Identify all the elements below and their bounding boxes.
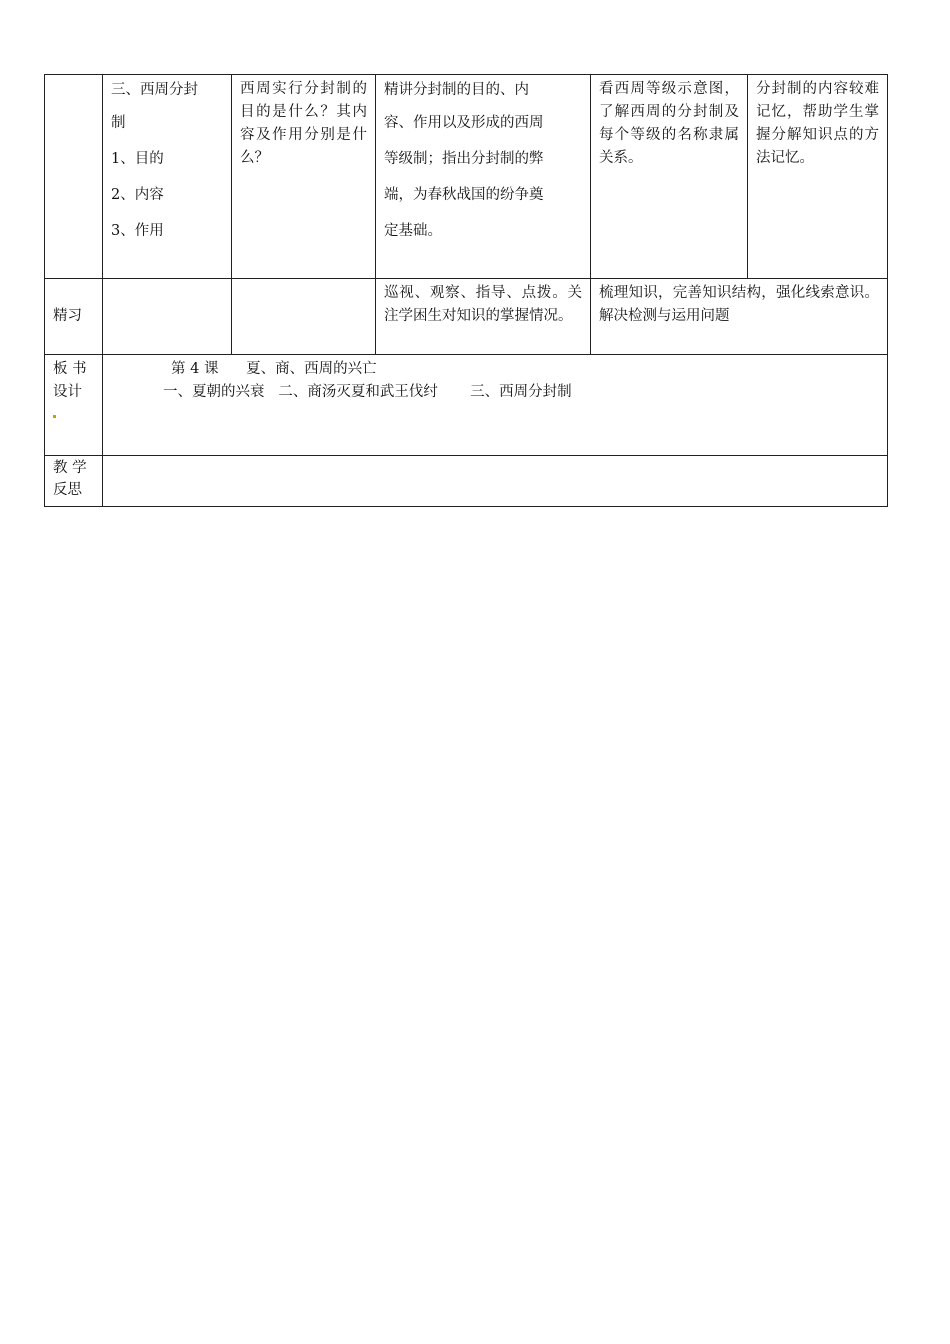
- row-label-cell: [45, 355, 103, 456]
- table-row-board: [45, 355, 888, 456]
- empty-cell: [232, 279, 376, 355]
- label-line: 教 学: [53, 460, 87, 476]
- board-outline: 一、夏朝的兴衰 二、商汤灭夏和武王伐纣 三、西周分封制: [163, 384, 572, 400]
- table-row-reflection: [45, 456, 888, 507]
- design-intent-cell: 分封制的内容较难记忆，帮助学生掌握分解知识点的方法记忆。: [748, 75, 888, 279]
- marker-dot: [53, 412, 94, 418]
- content-line: 3、作用: [111, 223, 164, 239]
- content-line: 1、目的: [111, 151, 164, 167]
- teacher-line: 端，为春秋战国的纷争奠: [384, 187, 544, 203]
- student-activity-cell: 看西周等级示意图，了解西周的分封制及每个等级的名称隶属关系。: [591, 75, 748, 279]
- teacher-line: 精讲分封制的目的、内: [384, 82, 529, 98]
- label-line: 板 书: [53, 361, 87, 377]
- board-design-cell: [103, 355, 888, 456]
- row-label-cell: 精习: [45, 279, 103, 355]
- label-line: 反思: [53, 482, 82, 498]
- teacher-activity-cell: 巡视、观察、指导、点拨。关注学困生对知识的掌握情况。: [376, 279, 591, 355]
- content-line: 2、内容: [111, 187, 164, 203]
- board-title: 第 4 课 夏、商、西周的兴亡: [171, 361, 377, 377]
- teacher-line: 容、作用以及形成的西周: [384, 115, 544, 131]
- teacher-activity-cell: [376, 75, 591, 279]
- teacher-line: 定基础。: [384, 223, 442, 239]
- empty-cell: [103, 279, 232, 355]
- content-line: 制: [111, 115, 126, 131]
- student-activity-cell: 梳理知识，完善知识结构，强化线索意识。解决检测与运用问题: [591, 279, 888, 355]
- reflection-cell: [103, 456, 888, 507]
- lesson-plan-table: [44, 74, 888, 507]
- table-row-section3: [45, 75, 888, 279]
- content-cell: [103, 75, 232, 279]
- label-line: 设计: [53, 384, 82, 400]
- row-label-cell: [45, 75, 103, 279]
- question-cell: 西周实行分封制的目的是什么？其内容及作用分别是什么？: [232, 75, 376, 279]
- teacher-line: 等级制；指出分封制的弊: [384, 151, 544, 167]
- row-label-cell: [45, 456, 103, 507]
- table-row-practice: [45, 279, 888, 355]
- content-line: 三、西周分封: [111, 82, 198, 98]
